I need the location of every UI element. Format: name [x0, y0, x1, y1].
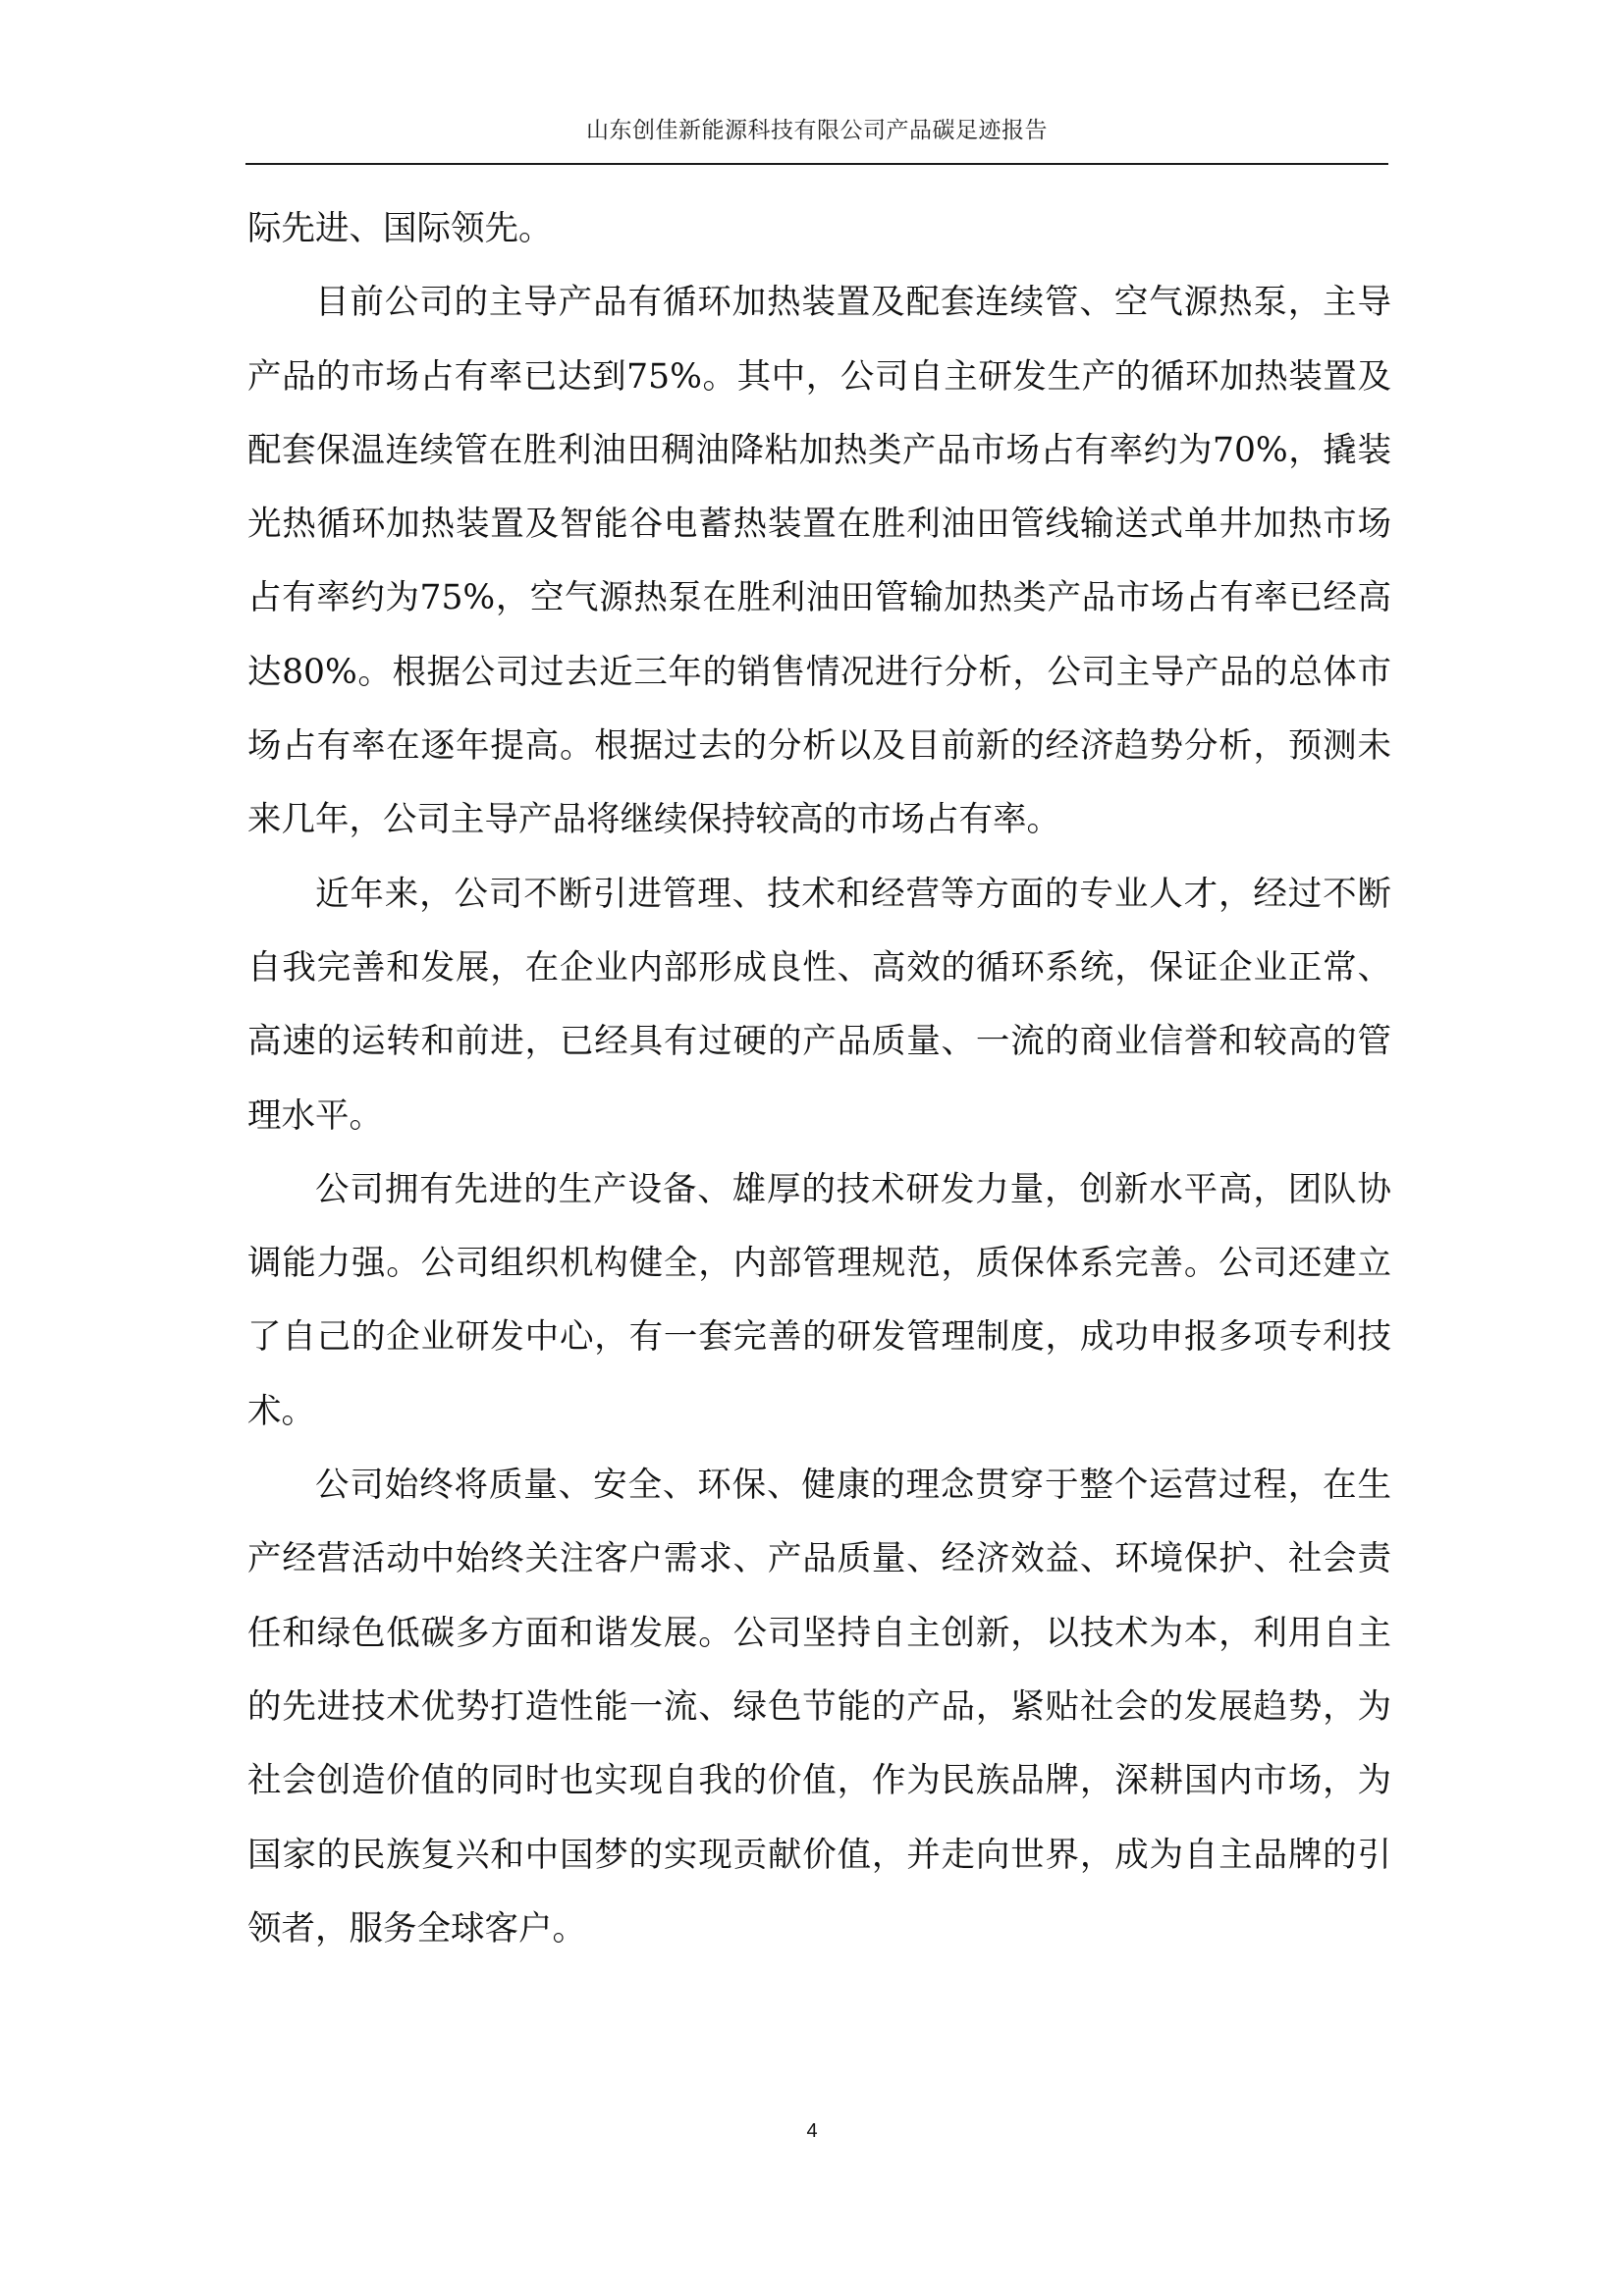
paragraph-philosophy: 公司始终将质量、安全、环保、健康的理念贯穿于整个运营过程，在生产经营活动中始终关注客户需求、产品质量、经济效益、环境保护、社会责任和绿色低碳多方面和谐发展。公司坚持自主创新，以技术为本，利用自主的先进技术优势打造性能一流、绿色节能的产品，紧贴社会的发展趋势，为社会创造价值的同时也实现自我的价值，作为民族品牌，深耕国内市场，为国家的民族复兴和中国梦的实现贡献价值，并走向世界，成为自主品牌的引领者，服务全球客户。	[247, 1466, 1391, 1949]
paragraph-continuation: 际先进、国际领先。	[247, 209, 553, 248]
paragraph-main-products: 目前公司的主导产品有循环加热装置及配套连续管、空气源热泵，主导产品的市场占有率已达到75%。其中，公司自主研发生产的循环加热装置及配套保温连续管在胜利油田稠油降粘加热类产品市场占有率约为70%，撬装光热循环加热装置及智能谷电蓄热装置在胜利油田管线输送式单井加热市场占有率约为75%，空气源热泵在胜利油田管输加热类产品市场占有率已经高达80%。根据公司过去近三年的销售情况进行分析，公司主导产品的总体市场占有率在逐年提高。根据过去的分析以及目前新的经济趋势分析，预测未来几年，公司主导产品将继续保持较高的市场占有率。	[247, 283, 1391, 840]
header-title: 山东创佳新能源科技有限公司产品碳足迹报告	[586, 118, 1048, 143]
page-header	[245, 116, 1388, 165]
paragraph-equipment: 公司拥有先进的生产设备、雄厚的技术研发力量，创新水平高，团队协调能力强。公司组织机构健全，内部管理规范，质保体系完善。公司还建立了自己的企业研发中心，有一套完善的研发管理制度，成功申报多项专利技术。	[247, 1169, 1391, 1431]
paragraph-talent: 近年来，公司不断引进管理、技术和经营等方面的专业人才，经过不断自我完善和发展，在企业内部形成良性、高效的循环系统，保证企业正常、高速的运转和前进，已经具有过硬的产品质量、一流的商业信誉和较高的管理水平。	[247, 874, 1391, 1136]
page-number: 4	[806, 2120, 818, 2142]
header-rule	[245, 163, 1388, 165]
document-body	[247, 192, 1391, 1966]
